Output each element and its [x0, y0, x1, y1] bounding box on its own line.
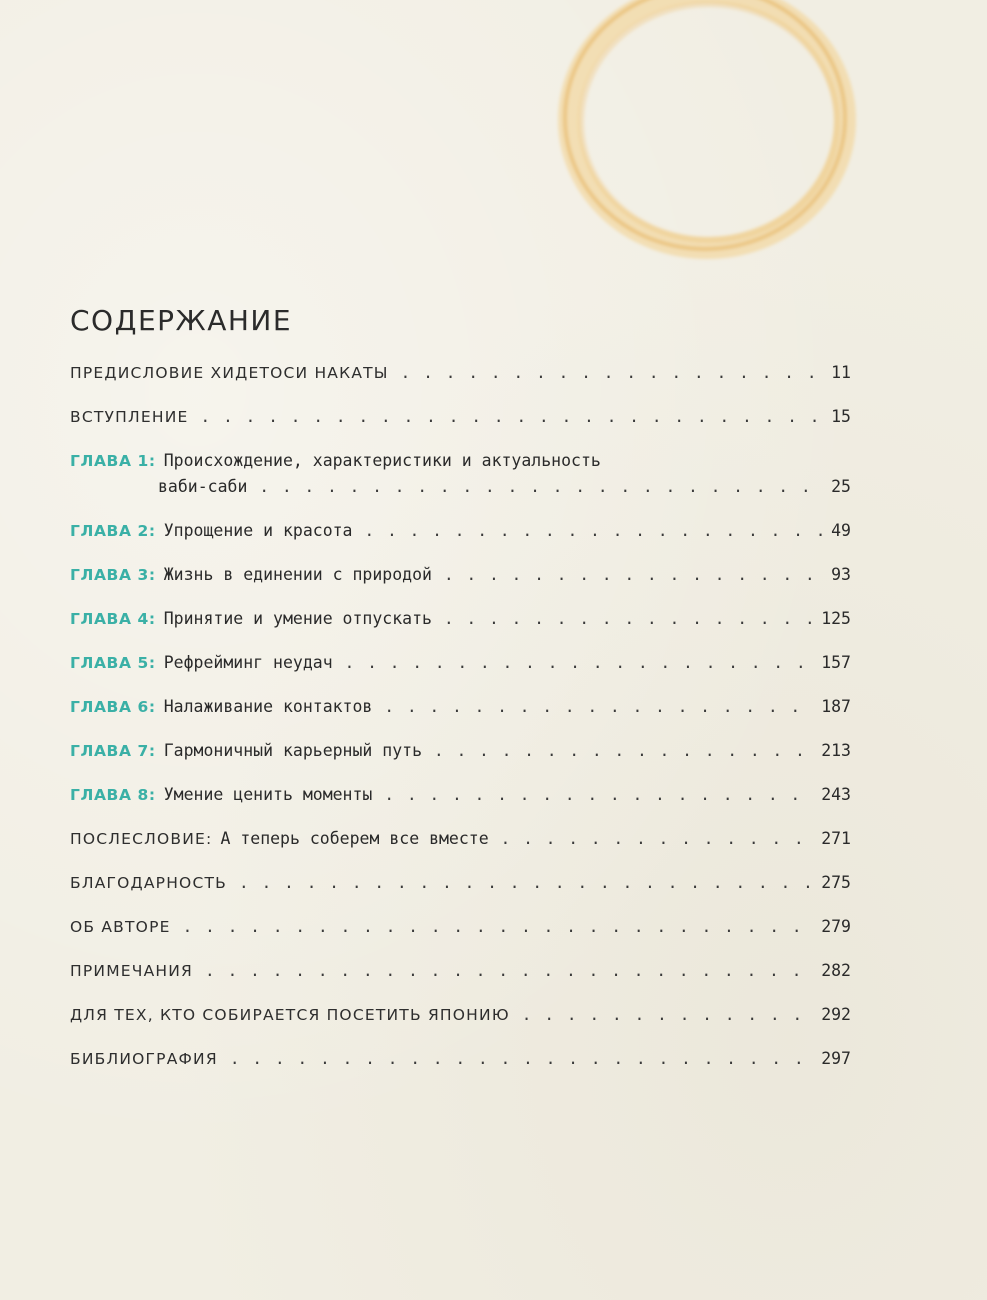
page-number: 213 [821, 741, 851, 760]
dot-leader [384, 692, 815, 722]
table-of-contents [70, 358, 851, 1088]
page-number: 279 [821, 917, 851, 936]
page-number: 49 [831, 521, 851, 540]
entry-title: А теперь соберем все вместе [220, 829, 489, 848]
toc-entry-notes[interactable] [70, 956, 851, 1000]
page-number: 93 [831, 565, 851, 584]
page-number: 25 [831, 477, 851, 496]
toc-entry-bibliography[interactable] [70, 1044, 851, 1088]
page-number: 187 [821, 697, 851, 716]
chapter-number: ГЛАВА 7: [70, 742, 156, 760]
toc-entry-chapter-6[interactable] [70, 692, 851, 736]
toc-entry-chapter-5[interactable] [70, 648, 851, 692]
dot-leader [501, 824, 816, 854]
dot-leader [345, 648, 816, 678]
chapter-number: ГЛАВА 1: [70, 452, 156, 470]
dot-leader [444, 560, 825, 590]
chapter-number: ГЛАВА 6: [70, 698, 156, 716]
dot-leader [522, 1000, 815, 1030]
chapter-number: ГЛАВА 5: [70, 654, 156, 672]
page-number: 125 [821, 609, 851, 628]
dot-leader [444, 604, 815, 634]
entry-label: ОБ АВТОРЕ [70, 918, 171, 936]
chapter-title: Рефрейминг неудач [163, 653, 333, 672]
toc-entry-chapter-4[interactable] [70, 604, 851, 648]
dot-leader [434, 736, 815, 766]
toc-entry-foreword[interactable] [70, 358, 851, 402]
toc-entry-chapter-3[interactable] [70, 560, 851, 604]
page-title: СОДЕРЖАНИЕ [70, 304, 293, 337]
entry-label: ДЛЯ ТЕХ, КТО СОБИРАЕТСЯ ПОСЕТИТЬ ЯПОНИЮ [70, 1006, 510, 1024]
page-number: 157 [821, 653, 851, 672]
chapter-number: ГЛАВА 2: [70, 522, 156, 540]
chapter-title-continued: ваби-саби [158, 477, 248, 496]
page-number: 282 [821, 961, 851, 980]
dot-leader [201, 402, 826, 432]
chapter-number: ГЛАВА 8: [70, 786, 156, 804]
chapter-title: Налаживание контактов [163, 697, 373, 716]
chapter-title: Происхождение, характеристики и актуальность [163, 451, 601, 470]
toc-entry-afterword[interactable] [70, 824, 851, 868]
coffee-stain-ring [555, 0, 860, 265]
entry-label: ПРЕДИСЛОВИЕ ХИДЕТОСИ НАКАТЫ [70, 364, 389, 382]
page-number: 297 [821, 1049, 851, 1068]
chapter-title: Упрощение и красота [163, 521, 353, 540]
page-number: 271 [821, 829, 851, 848]
entry-label: БИБЛИОГРАФИЯ [70, 1050, 218, 1068]
page-number: 15 [831, 407, 851, 426]
chapter-title: Гармоничный карьерный путь [163, 741, 423, 760]
dot-leader [384, 780, 815, 810]
toc-entry-japan-visitors[interactable] [70, 1000, 851, 1044]
dot-leader [183, 912, 816, 942]
chapter-number: ГЛАВА 4: [70, 610, 156, 628]
dot-leader [230, 1044, 815, 1074]
page-number: 292 [821, 1005, 851, 1024]
dot-leader [205, 956, 815, 986]
toc-entry-introduction[interactable] [70, 402, 851, 446]
page-number: 243 [821, 785, 851, 804]
entry-label: БЛАГОДАРНОСТЬ [70, 874, 227, 892]
entry-label: ПРИМЕЧАНИЯ [70, 962, 194, 980]
toc-entry-chapter-8[interactable] [70, 780, 851, 824]
toc-entry-acknowledgements[interactable] [70, 868, 851, 912]
chapter-title: Умение ценить моменты [163, 785, 373, 804]
entry-label: ВСТУПЛЕНИЕ [70, 408, 189, 426]
dot-leader [239, 868, 815, 898]
chapter-title: Принятие и умение отпускать [163, 609, 432, 628]
chapter-number: ГЛАВА 3: [70, 566, 156, 584]
toc-entry-chapter-1[interactable] [70, 446, 851, 516]
toc-entry-chapter-7[interactable] [70, 736, 851, 780]
dot-leader [401, 358, 825, 388]
chapter-title: Жизнь в единении с природой [163, 565, 432, 584]
entry-label: ПОСЛЕСЛОВИЕ: [70, 830, 213, 848]
dot-leader [365, 516, 826, 546]
toc-entry-about-author[interactable] [70, 912, 851, 956]
page-number: 275 [821, 873, 851, 892]
dot-leader [259, 472, 825, 502]
toc-entry-chapter-2[interactable] [70, 516, 851, 560]
page-number: 11 [831, 363, 851, 382]
